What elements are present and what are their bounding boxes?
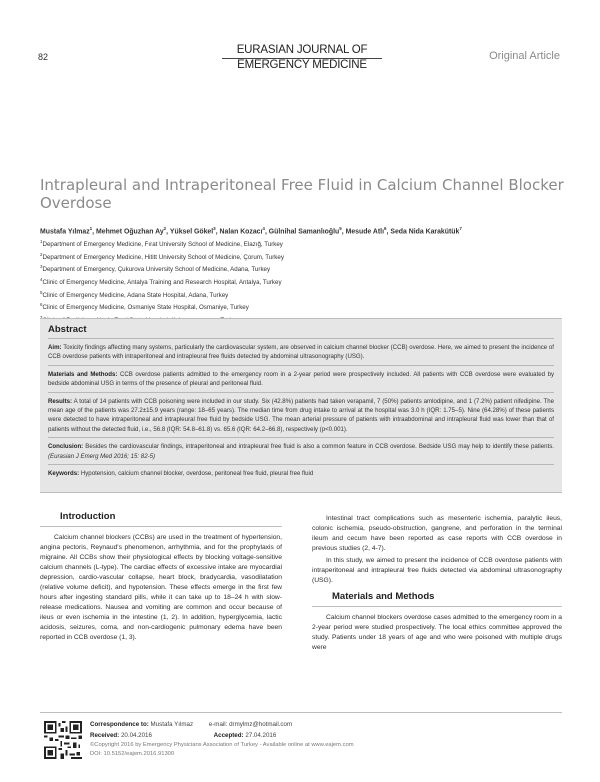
accepted-label: Accepted: [213, 732, 244, 739]
author-affiliation-marker: 7 [459, 226, 462, 231]
affiliation-text: Clinic of Emergency Medicine, Antalya Training and Research Hospital, Antalya, Turkey [42, 279, 282, 287]
abstract-divider [48, 392, 554, 393]
correspondence-label: Correspondence to: [90, 721, 149, 728]
correspondence-row [90, 719, 560, 730]
abstract-keywords-text: Hypotension, calcium channel blocker, overdose, peritoneal free fluid, pleural free fluid [80, 470, 314, 478]
affiliation-marker: 2 [40, 251, 43, 257]
doi: DOI: 10.5152/eajem.2016.91300 [90, 750, 175, 757]
correspondence-name: Mustafa Yılmaz [150, 721, 194, 728]
author-name: Yüksel Gökel [169, 228, 214, 236]
left-column [40, 512, 282, 645]
footer-text [90, 719, 560, 758]
abstract-results-text: A total of 14 patients with CCB poisoning were included in our study. Six (42.8%) patients had taken verapamil, 7 (50%) patients amlodipine, and 1 (7.2%) patient nifedipine. The mean age of the patients was 27.2±15.9 years (range: 18–65 years). The median time from drug intake to arrival at the hospital was 3.0 h (IQR: 1.75–5). Nine (64.28%) of these patients were detected to have intraperitoneal and intrapleural free fluid by bedside USG. The mean arterial pressure of patients with intraabdominal and intrapleural fluid was lower than that of patients without the detected fluid, i.e., 56.8 (IQR: 54.8–61.8) vs. 65.6 (IQR: 64.2–66.8), respectively (p<0.001). [48, 397, 554, 433]
affiliation-item [40, 275, 580, 288]
copyright-notice: ©Copyright 2016 by Emergency Physicians Association of Turkey - Available online at www.eajem.com [90, 742, 354, 748]
abstract-aim-text: Toxicity findings affecting many systems, particularly the cardiovascular system, are observed in calcium channel blocker (CCB) overdose. Here, we aimed to present the incidence of CCB overdose patients with intraperitoneal and intrapleural free fluids detected by abdominal ultrasonography (USG). [48, 344, 554, 361]
author-affiliation-marker: 1 [89, 226, 93, 231]
author-affiliation-marker: 4 [262, 226, 265, 231]
abstract-keywords-label: Keywords: [48, 470, 80, 478]
introduction-paragraph: Calcium channel blockers (CCBs) are used in the treatment of hypertension, angina pectoris, Reynaud's phenomenon, arrhythmia, and for the prophylaxis of migraine. All CCBs show their physiological effects by blocking voltage-sensitive calcium channels (L-type). The cardiac effects of excessive intake are myocardial depression, cardio-vascular collapse, heart block, bradycardia, vasodilatation (relative volume deficit), and hypotension. These effects emerge in the first few hours after ingesting standard pills, while it can take up to 18–24 h with slow-release medications. Nausea and vomiting are common and occur because of ileus or even ischemia in the intestine (1, 2). In addition, hyperglycemia, lactic acidosis, seizures, coma, and non-cardiogenic pulmonary edema have been reported in CCB overdose (1, 3). [40, 534, 282, 641]
affiliation-marker: 6 [40, 302, 43, 308]
author-name: Gülnihal Samanlıoğlu [268, 228, 340, 236]
affiliation-text: Clinic of Emergency Medicine, Adana State Hospital, Adana, Turkey [42, 291, 229, 299]
abstract-divider [48, 437, 554, 438]
journal-title [212, 44, 392, 72]
abstract-divider [48, 338, 554, 339]
methods-heading: Materials and Methods [312, 592, 562, 607]
affiliation-text: Department of Emergency, Çukurova University School of Medicine, Adana, Turkey [42, 266, 271, 274]
author-affiliation-marker: 5 [339, 226, 342, 231]
abstract-conclusion [48, 442, 554, 461]
author-name: Mesude Atlı [345, 228, 385, 236]
abstract-keywords [48, 469, 554, 478]
accepted-date: 27.04.2016 [245, 732, 277, 739]
abstract-aim-label: Aim: [48, 344, 62, 351]
affiliation-item [40, 237, 580, 250]
article-title: Intrapleural and Intraperitoneal Free Fluid in Calcium Channel Blocker Overdose [40, 176, 564, 212]
dates-row [90, 730, 560, 741]
abstract-conclusion-text: Besides the cardiovascular findings, intraperitoneal and intrapleural free fluid is also a common feature in CCB overdose. Bedside USG may help to identify these patients. [85, 443, 554, 451]
affiliation-marker: 4 [40, 276, 43, 282]
affiliation-text: Department of Emergency Medicine, Hititt University School of Medicine, Çorum, Turkey [42, 253, 284, 261]
abstract-divider [48, 464, 554, 465]
qr-code-icon [44, 721, 82, 759]
author-affiliation-marker: 2 [163, 226, 167, 231]
affiliation-item [40, 262, 580, 275]
received-date: 20.04.2016 [120, 732, 152, 739]
affiliation-marker: 3 [40, 264, 43, 270]
abstract-citation: (Eurasian J Emerg Med 2016; 15: 82-5) [48, 452, 156, 460]
introduction-paragraph: Intestinal tract complications such as mesenteric ischemia, paralytic ileus, colonic ischemia, pseudo-obstruction, gangrene, and perforation in the terminal ileum and cecum have been reported as case reports with CCB overdose in previous studies (2, 4-7). [312, 515, 562, 552]
introduction-heading: Introduction [40, 512, 282, 527]
email-label: e-mail: [208, 721, 228, 728]
abstract-divider [48, 365, 554, 366]
affiliation-marker: 5 [40, 289, 43, 295]
affiliation-item [40, 300, 580, 313]
affiliation-marker: 1 [40, 239, 43, 244]
author-affiliation-marker: 3 [213, 226, 216, 231]
abstract-methods [48, 370, 554, 389]
abstract-conclusion-label: Conclusion: [48, 443, 84, 451]
author-affiliation-marker: 6 [384, 226, 387, 231]
journal-title-line1: EURASIAN JOURNAL OF [236, 44, 368, 56]
introduction-paragraph: In this study, we aimed to present the incidence of CCB overdose patients with intraperitoneal and intrapleural free fluids detected via abdominal ultrasonography (USG). [312, 557, 562, 584]
methods-paragraph: Calcium channel blockers overdose cases admitted to the emergency room in a 2-year period were studied prospectively. The local ethics committee approved the study. Patients under 18 years of age and who were poisoned with multiple drugs were [312, 614, 562, 651]
abstract-aim [48, 343, 554, 362]
email-address[interactable]: drmylmz@hotmail.com [229, 721, 293, 728]
abstract-box [40, 318, 562, 493]
page-number: 82 [38, 52, 49, 62]
abstract-results [48, 397, 554, 435]
abstract-methods-label: Materials and Methods: [48, 370, 118, 378]
affiliation-list [40, 237, 580, 326]
abstract-methods-text: CCB overdose patients admitted to the emergency room in a 2-year period were prospectively included. All patients with CCB overdose were evaluated by bedside abdominal USG in terms of the presence of pleural and peritoneal fluid. [48, 370, 555, 388]
article-footer [40, 712, 562, 772]
affiliation-text: Clinic of Emergency Medicine, Osmaniye State Hospital, Osmaniye, Turkey [42, 304, 249, 312]
author-name: Seda Nida Karakütük [390, 228, 460, 236]
affiliation-text: Department of Emergency Medicine, Fırat University School of Medicine, Elazığ, Turkey [42, 241, 283, 249]
affiliation-item [40, 288, 580, 301]
article-type-label: Original Article [489, 50, 560, 62]
journal-title-line2: EMERGENCY MEDICINE [237, 59, 367, 71]
affiliation-item [40, 250, 580, 263]
author-name: Mehmet Oğuzhan Ay [96, 228, 164, 236]
abstract-results-label: Results: [48, 397, 73, 405]
right-column [312, 514, 562, 655]
author-name: Mustafa Yılmaz [40, 228, 90, 236]
author-name: Nalan Kozacı [219, 228, 263, 236]
author-list: Mustafa Yılmaz$^1$, Mehmet Oğuzhan Ay$^2$, Yüksel Gökel$^3$, Nalan Kozacı$^4$, Gülnihal Samanlıoğlu$^5$, Mesude Atlı$^6$, Seda Nida Karakütük$^7$ [40, 226, 462, 236]
received-label: Received: [90, 732, 120, 739]
abstract-heading: Abstract [48, 324, 87, 335]
